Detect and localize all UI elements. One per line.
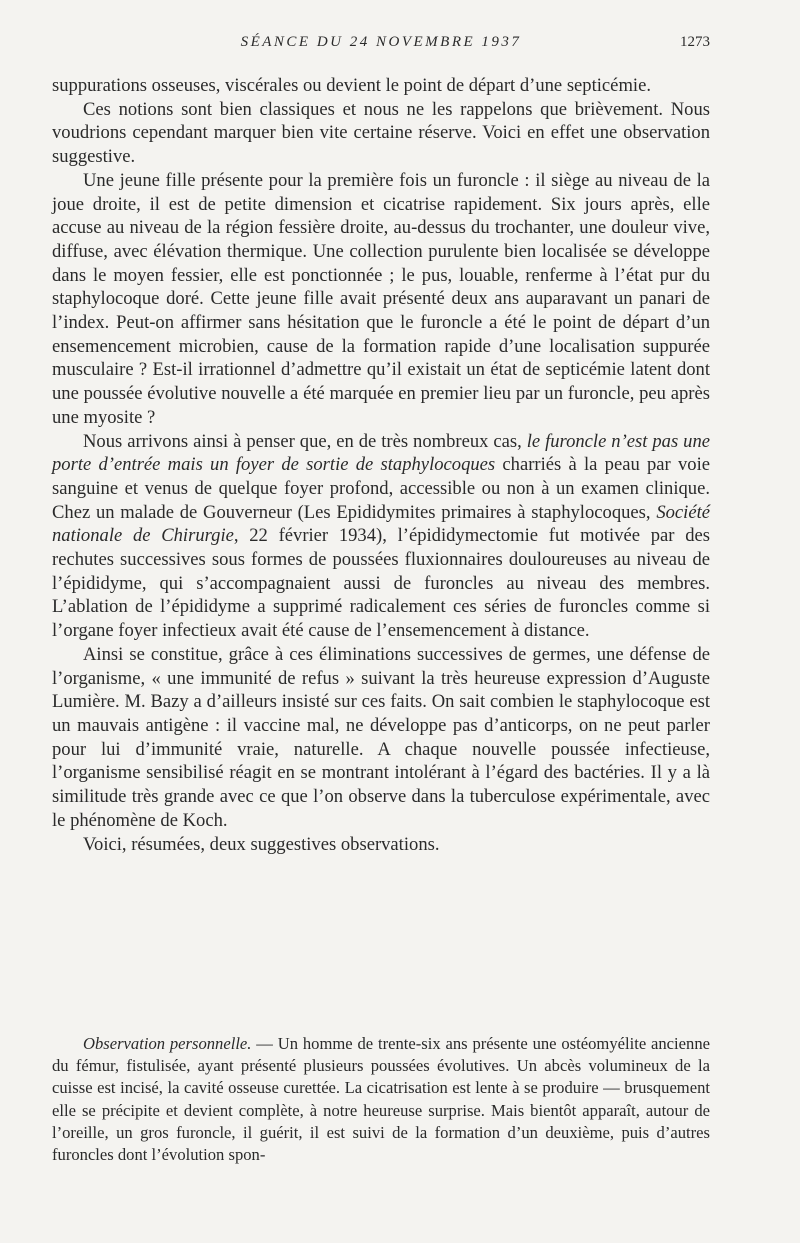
paragraph <box>52 74 710 98</box>
text-run: Ces notions sont bien classiques et nous ne les rappelons que brièvement. Nous voudrions cependant marquer bien vite certaine réserve. Voici en effet une observation suggestive. <box>52 98 710 168</box>
paragraph <box>52 98 710 169</box>
paragraph <box>52 643 710 833</box>
body-text <box>52 74 710 856</box>
text-run: charriés à la peau par voie sanguine et venus de quelque foyer profond, accessible ou non à un examen clinique. Chez un malade de Gouverneur (Les Epididymites primaires à staphylocoques, <box>52 454 710 523</box>
paragraph <box>52 833 710 857</box>
observation-paragraph <box>52 1033 710 1166</box>
italic-text: le furoncle n’est pas une porte d’entrée mais un foyer de sortie de staphylocoques <box>52 430 710 476</box>
paragraph <box>52 169 710 430</box>
running-head: SÉANCE DU 24 NOVEMBRE 1937 <box>240 34 522 50</box>
observation-text: — Un homme de trente-six ans présente une ostéomyélite ancienne du fémur, fistulisée, ayant présenté plusieurs poussées évolutives. Un abcès volumineux de la cuisse est incisé, la cavité osseuse curettée. La cicatrisation est lente à se produire — brusquement elle se précipite et devient complète, à notre heureuse surprise. Mais bientôt apparaît, autour de l’oreille, un gros furoncle, il guérit, il est suivi de la formation d’un deuxième, puis d’autres furoncles dont l’évolution spon- <box>52 1034 710 1165</box>
text-run: Une jeune fille présente pour la première fois un furoncle : il siège au niveau de la joue droite, il est de petite dimension et cicatrise rapidement. Six jours après, elle accuse au niveau de la région fessière droite, au-dessus du trochanter, une douleur vive, diffuse, avec élévation thermique. Une collection purulente bien localisée se développe dans le moyen fessier, elle est ponctionnée ; le pus, louable, renferme à l’état pur du staphylocoque doré. Cette jeune fille avait présenté deux ans auparavant un panari de l’index. Peut-on affirmer sans hésitation que le furoncle a été le point de départ d’un ensemencement microbien, cause de la formation rapide d’une localisation suppurée musculaire ? Est-il irrationnel d’admettre qu’il existait un état de septicémie latent dont une poussée évolutive nouvelle a été marquée en premier lieu par un furoncle, peu après une myosite ? <box>52 169 710 428</box>
observation-title: Observation personnelle. <box>83 1034 252 1053</box>
page-number: 1273 <box>680 34 710 50</box>
paragraph <box>52 430 710 643</box>
italic-text: Société nationale de Chirurgie <box>52 501 710 547</box>
text-run: Ainsi se constitue, grâce à ces éliminations successives de germes, une défense de l’organisme, « une immunité de refus » suivant la très heureuse expression d’Auguste Lumière. M. Bazy a d’ailleurs insisté sur ces faits. On sait combien le staphylocoque est un mauvais antigène : il vaccine mal, ne développe pas d’anticorps, on ne peut parler pour lui d’immunité vraie, naturelle. A chaque nouvelle poussée infectieuse, l’organisme sensibilisé réagit en se montrant intolérant à l’égard des bactéries. Il y a là similitude très grande avec ce que l’on observe dans la tuberculose expérimentale, avec le phénomène de Koch. <box>52 643 710 831</box>
text-run: Voici, résumées, deux suggestives observations. <box>83 833 440 855</box>
text-run: suppurations osseuses, viscérales ou devient le point de départ d’une septicémie. <box>52 75 651 96</box>
text-run: Nous arrivons ainsi à penser que, en de très nombreux cas, <box>83 430 527 452</box>
observation-block <box>52 1033 710 1166</box>
text-run: , 22 février 1934), l’épididymectomie fut motivée par des rechutes successives sous formes de poussées fluxionnaires douloureuses au niveau de l’épididyme, qui s’accompagnaient aussi de furoncles au niveau des membres. L’ablation de l’épididyme a supprimé radicalement ces séries de furoncles comme si l’organe foyer infectieux avait été cause de l’ensemencement à distance. <box>52 525 710 642</box>
page-header <box>52 34 710 60</box>
